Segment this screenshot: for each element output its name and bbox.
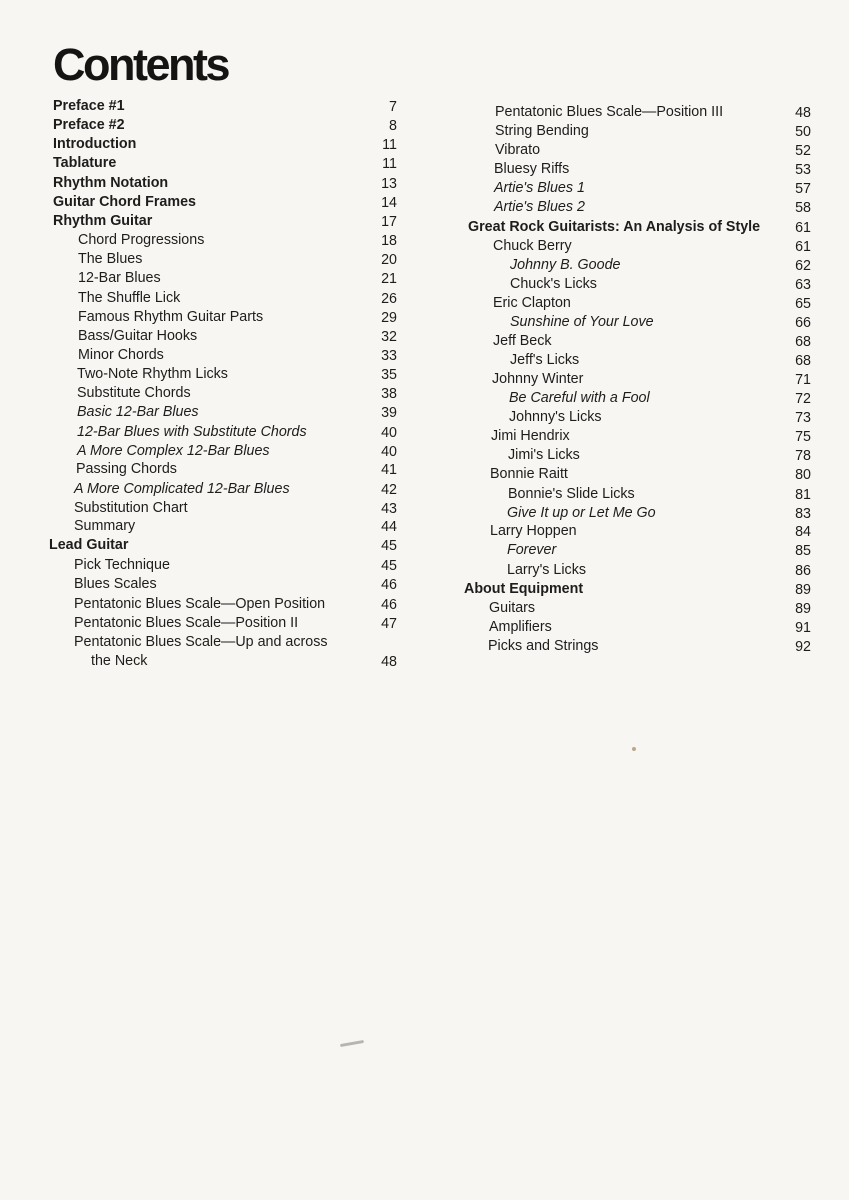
toc-entry-label: Preface #2	[53, 117, 125, 133]
toc-entry	[494, 179, 585, 197]
toc-entry-label: Rhythm Guitar	[53, 213, 153, 229]
toc-entry-page: 32	[381, 329, 397, 345]
toc-entry-label: Chuck's Licks	[510, 276, 597, 292]
toc-entry	[74, 575, 157, 593]
toc-entry-page: 11	[382, 156, 397, 172]
toc-entry	[53, 116, 125, 134]
toc-entry	[464, 580, 583, 598]
toc-entry	[74, 499, 188, 517]
toc-entry	[53, 97, 125, 115]
toc-entry-label: String Bending	[495, 123, 589, 139]
toc-entry	[510, 275, 597, 293]
toc-entry-page: 53	[795, 162, 811, 178]
toc-entry-label: Johnny B. Goode	[510, 257, 621, 273]
toc-entry-page: 45	[381, 558, 397, 574]
toc-entry	[74, 614, 298, 632]
toc-entry-page: 52	[795, 143, 811, 159]
toc-entry	[77, 442, 270, 460]
toc-entry-page: 14	[381, 195, 397, 211]
toc-entry-label: Johnny's Licks	[509, 409, 602, 425]
toc-entry-page: 85	[795, 543, 811, 559]
toc-entry	[489, 599, 535, 617]
toc-entry	[91, 652, 147, 670]
toc-entry-page: 75	[795, 429, 811, 445]
toc-entry-page: 61	[795, 220, 811, 236]
toc-entry-label: Passing Chords	[76, 461, 177, 477]
toc-entry-label: Jeff Beck	[493, 333, 552, 349]
toc-entry	[53, 135, 136, 153]
toc-entry-label: Minor Chords	[78, 347, 164, 363]
toc-entry-page: 21	[381, 271, 397, 287]
toc-entry	[78, 231, 204, 249]
toc-entry-label: Bluesy Riffs	[494, 161, 570, 177]
toc-entry-page: 26	[381, 291, 397, 307]
toc-entry-page: 61	[795, 239, 811, 255]
toc-entry-page: 46	[381, 597, 397, 613]
toc-entry-label: 12-Bar Blues	[78, 270, 161, 286]
toc-entry-page: 92	[795, 639, 811, 655]
toc-entry-page: 48	[381, 654, 397, 670]
toc-entry-page: 68	[795, 334, 811, 350]
toc-entry	[74, 556, 170, 574]
toc-entry-label: A More Complicated 12-Bar Blues	[74, 481, 290, 497]
toc-entry-label: Chuck Berry	[493, 238, 572, 254]
toc-entry-label: Pentatonic Blues Scale—Position III	[495, 104, 724, 120]
paper-speck	[340, 1040, 364, 1047]
toc-entry	[78, 289, 180, 307]
toc-entry	[491, 427, 570, 445]
toc-entry-label: Sunshine of Your Love	[510, 314, 654, 330]
toc-entry	[488, 637, 598, 655]
toc-entry-label: Johnny Winter	[492, 371, 584, 387]
toc-entry	[78, 346, 164, 364]
toc-entry	[495, 122, 589, 140]
toc-entry	[509, 408, 602, 426]
toc-entry-page: 8	[389, 118, 397, 134]
toc-entry-label: Basic 12-Bar Blues	[77, 404, 199, 420]
toc-entry-label: Bonnie's Slide Licks	[508, 486, 635, 502]
toc-entry-label: Pentatonic Blues Scale—Up and across	[74, 634, 328, 650]
toc-entry-page: 72	[795, 391, 811, 407]
toc-entry	[494, 160, 569, 178]
toc-entry-label: Chord Progressions	[78, 232, 205, 248]
toc-entry-label: Artie's Blues 1	[494, 180, 585, 196]
toc-entry-page: 78	[795, 448, 811, 464]
toc-entry	[493, 332, 552, 350]
toc-entry-label: Guitar Chord Frames	[53, 194, 196, 210]
toc-entry	[507, 561, 586, 579]
toc-entry	[74, 633, 328, 651]
toc-entry-label: About Equipment	[464, 581, 584, 597]
toc-entry-page: 62	[795, 258, 811, 274]
toc-entry	[510, 313, 654, 331]
toc-entry-page: 33	[381, 348, 397, 364]
toc-entry-label: Rhythm Notation	[53, 175, 169, 191]
toc-entry-page: 83	[795, 506, 811, 522]
toc-entry	[53, 212, 152, 230]
toc-entry-page: 13	[381, 176, 397, 192]
toc-entry	[74, 517, 135, 535]
toc-entry-page: 65	[795, 296, 811, 312]
toc-entry-page: 48	[795, 105, 811, 121]
toc-entry-page: 47	[381, 616, 397, 632]
paper-speck	[632, 747, 636, 751]
toc-entry	[78, 269, 161, 287]
toc-entry-label: Larry Hoppen	[490, 523, 577, 539]
toc-entry-page: 39	[381, 405, 397, 421]
toc-entry	[507, 541, 556, 559]
toc-entry-label: Give It up or Let Me Go	[507, 505, 656, 521]
toc-entry-label: Pick Technique	[74, 557, 170, 573]
toc-entry-page: 91	[795, 620, 811, 636]
toc-entry-page: 71	[795, 372, 811, 388]
toc-entry-page: 89	[795, 601, 811, 617]
toc-entry-page: 68	[795, 353, 811, 369]
toc-entry-page: 45	[381, 538, 397, 554]
toc-entry-page: 11	[382, 137, 397, 153]
toc-entry	[77, 384, 191, 402]
toc-entry-label: Great Rock Guitarists: An Analysis of Style	[468, 219, 761, 235]
toc-entry-page: 18	[381, 233, 397, 249]
toc-entry-page: 20	[381, 252, 397, 268]
toc-entry-page: 73	[795, 410, 811, 426]
toc-entry-label: Vibrato	[495, 142, 541, 158]
page-title: Contents	[53, 39, 228, 90]
toc-entry	[78, 250, 142, 268]
toc-entry-label: The Shuffle Lick	[78, 290, 181, 306]
toc-entry-label: Pentatonic Blues Scale—Open Position	[74, 596, 326, 612]
toc-entry-page: 50	[795, 124, 811, 140]
toc-entry-page: 17	[381, 214, 397, 230]
toc-entry-label: Picks and Strings	[488, 638, 599, 654]
toc-entry-page: 40	[381, 425, 397, 441]
toc-entry	[509, 389, 650, 407]
toc-entry-label: Summary	[74, 518, 136, 534]
toc-entry-page: 35	[381, 367, 397, 383]
toc-entry-page: 40	[381, 444, 397, 460]
toc-entry	[53, 193, 196, 211]
toc-entry-page: 29	[381, 310, 397, 326]
toc-entry-page: 63	[795, 277, 811, 293]
toc-entry-label: Blues Scales	[74, 576, 157, 592]
toc-entry	[493, 294, 571, 312]
toc-entry-label: Substitution Chart	[74, 500, 188, 516]
toc-entry-page: 57	[795, 181, 811, 197]
toc-entry-page: 44	[381, 519, 397, 535]
toc-entry-label: Jimi Hendrix	[491, 428, 570, 444]
toc-entry-label: Forever	[507, 542, 557, 558]
toc-entry-label: Jeff's Licks	[510, 352, 580, 368]
toc-entry	[53, 154, 116, 172]
toc-entry-page: 38	[381, 386, 397, 402]
toc-entry	[489, 618, 552, 636]
toc-entry-label: the Neck	[91, 653, 148, 669]
toc-entry-label: Pentatonic Blues Scale—Position II	[74, 615, 299, 631]
toc-entry	[508, 485, 635, 503]
toc-entry	[494, 198, 585, 216]
toc-entry	[495, 103, 723, 121]
toc-entry-label: Larry's Licks	[507, 562, 586, 578]
toc-entry-label: Substitute Chords	[77, 385, 191, 401]
toc-entry-label: Introduction	[53, 136, 137, 152]
toc-entry-page: 42	[381, 482, 397, 498]
toc-entry-page: 86	[795, 563, 811, 579]
toc-entry	[495, 141, 540, 159]
toc-entry	[78, 308, 263, 326]
toc-entry-page: 41	[381, 462, 397, 478]
toc-entry-label: A More Complex 12-Bar Blues	[77, 443, 270, 459]
toc-entry-page: 58	[795, 200, 811, 216]
toc-entry-label: Two-Note Rhythm Licks	[77, 366, 228, 382]
toc-entry-label: Preface #1	[53, 98, 125, 114]
toc-entry	[77, 403, 199, 421]
toc-entry-label: Guitars	[489, 600, 536, 616]
toc-entry-page: 43	[381, 501, 397, 517]
toc-entry-label: Jimi's Licks	[508, 447, 580, 463]
toc-entry-label: The Blues	[78, 251, 143, 267]
toc-entry	[507, 504, 656, 522]
toc-entry-page: 66	[795, 315, 811, 331]
toc-entry	[490, 522, 577, 540]
toc-entry-page: 84	[795, 524, 811, 540]
toc-entry-label: Artie's Blues 2	[494, 199, 585, 215]
toc-entry	[510, 351, 579, 369]
toc-entry	[53, 174, 168, 192]
toc-entry-label: Famous Rhythm Guitar Parts	[78, 309, 264, 325]
toc-entry-page: 81	[795, 487, 811, 503]
toc-entry	[76, 460, 177, 478]
toc-entry	[510, 256, 620, 274]
toc-entry	[508, 446, 580, 464]
toc-entry-label: Eric Clapton	[493, 295, 571, 311]
toc-entry-page: 46	[381, 577, 397, 593]
toc-entry	[78, 327, 197, 345]
toc-entry-label: Bonnie Raitt	[490, 466, 568, 482]
toc-entry-page: 80	[795, 467, 811, 483]
toc-entry	[77, 423, 307, 441]
toc-entry	[74, 595, 325, 613]
toc-entry-page: 89	[795, 582, 811, 598]
toc-entry-label: 12-Bar Blues with Substitute Chords	[77, 424, 307, 440]
toc-entry	[74, 480, 290, 498]
toc-entry	[492, 370, 583, 388]
toc-entry	[493, 237, 572, 255]
toc-entry-label: Tablature	[53, 155, 117, 171]
toc-entry-label: Be Careful with a Fool	[509, 390, 650, 406]
toc-entry	[77, 365, 228, 383]
toc-entry-label: Amplifiers	[489, 619, 552, 635]
toc-entry	[468, 218, 760, 236]
toc-entry-page: 7	[389, 99, 397, 115]
toc-entry-label: Bass/Guitar Hooks	[78, 328, 198, 344]
toc-entry-label: Lead Guitar	[49, 537, 129, 553]
toc-entry	[490, 465, 568, 483]
toc-entry	[49, 536, 128, 554]
